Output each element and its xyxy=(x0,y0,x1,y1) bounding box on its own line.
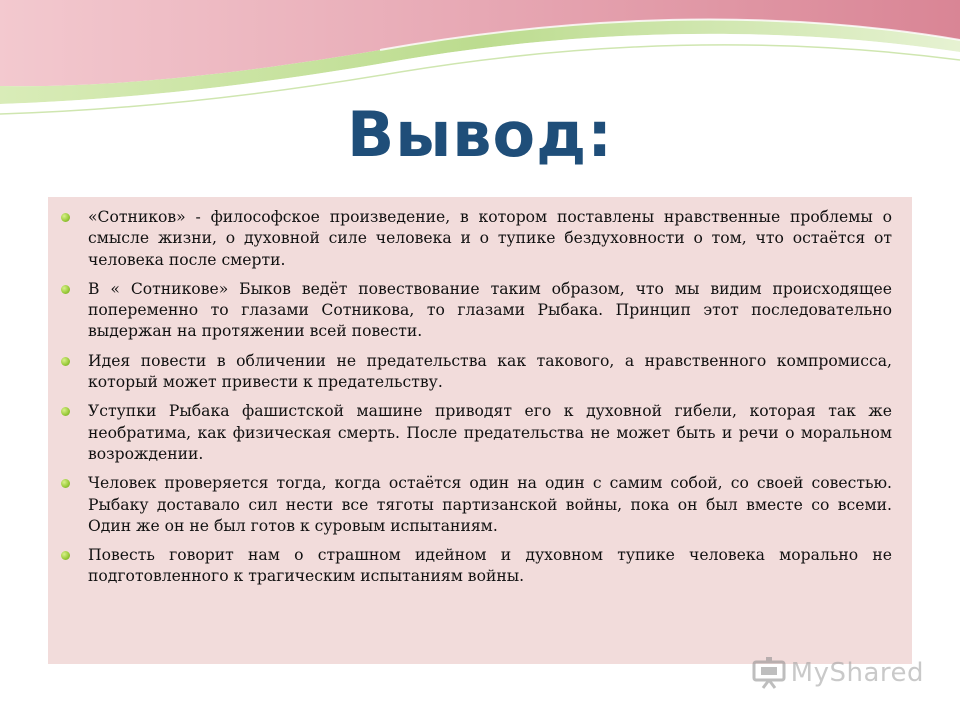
bullet-item xyxy=(88,279,892,343)
bullet-text: Уступки Рыбака фашистской машине приводят его к духовной гибели, которая так же необратима, как физическая смерть. После предательства не может быть и речи о моральном возрождении. xyxy=(88,402,892,463)
bullet-item xyxy=(88,473,892,537)
bullet-text: «Сотников» - философское произведение, в котором поставлены нравственные проблемы о смысле жизни, о духовной силе человека и о тупике бездуховности о том, что остаётся от человека после смерти. xyxy=(88,208,892,269)
watermark-text: MyShared xyxy=(790,658,924,688)
bullet-text: В « Сотникове» Быков ведёт повествование таким образом, что мы видим происходящее попеременно то глазами Сотникова, то глазами Рыбака. Принцип этот последовательно выдержан на протяжении всей повести. xyxy=(88,279,892,341)
bullet-text: Повесть говорит нам о страшном идейном и духовном тупике человека морально не подготовленного к трагическим испытаниям войны. xyxy=(88,546,892,586)
bullet-item xyxy=(88,545,892,588)
green-dot-icon xyxy=(61,407,70,416)
green-dot-icon xyxy=(61,285,70,294)
green-dot-icon xyxy=(61,213,70,222)
bullet-text: Идея повести в обличении не предательства как такового, а нравственного компромисса, который может привести к предательству. xyxy=(88,351,892,392)
green-dot-icon xyxy=(61,551,70,560)
green-dot-icon xyxy=(61,357,70,366)
green-dot-icon xyxy=(61,479,70,488)
bullet-text: Человек проверяется тогда, когда остаётся один на один с самим собой, со своей совестью. Рыбаку доставало сил нести все тяготы партизанской войны, пока он был вместе со всеми. Один же он не был готов к суровым испытаниям. xyxy=(88,474,892,535)
bullet-item xyxy=(88,207,892,271)
slide-title: Вывод: xyxy=(346,98,614,171)
presentation-board-icon xyxy=(751,656,787,690)
bullet-item xyxy=(88,401,892,465)
bullet-list xyxy=(88,207,892,588)
bullet-item xyxy=(88,351,892,394)
watermark xyxy=(751,656,924,690)
content-box xyxy=(48,197,912,664)
